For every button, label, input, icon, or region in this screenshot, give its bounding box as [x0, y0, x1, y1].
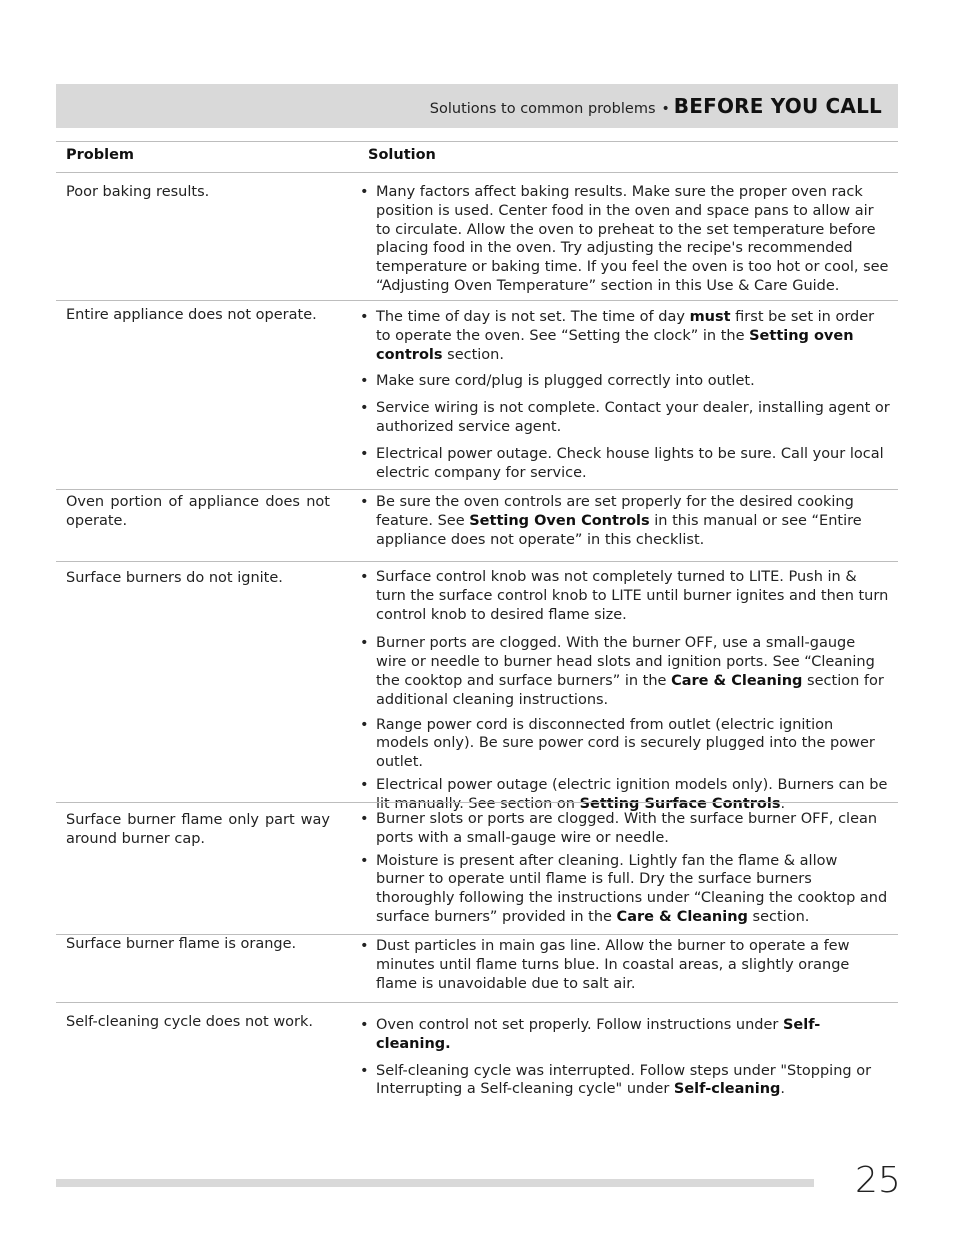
solution-item: [360, 445, 890, 483]
solution-emphasis: Setting Oven Controls: [469, 512, 650, 529]
column-header-solution: Solution: [368, 147, 436, 163]
solution-cell: [360, 937, 890, 993]
solution-item: [360, 634, 890, 709]
solution-cell: [360, 1016, 890, 1099]
solution-text: section.: [747, 908, 810, 925]
solution-list: [360, 1016, 890, 1099]
solution-cell: [360, 183, 890, 296]
solution-list: [360, 308, 890, 482]
solution-emphasis: Self-cleaning.: [376, 1017, 821, 1052]
solution-text: Burner ports are clogged. With the burner OFF, use a small-gauge wire or needle to burner head slots and ignition ports. See “Cleaning the cooktop and surface burners” in the: [376, 635, 875, 689]
solution-item: [360, 308, 890, 364]
solution-text: Range power cord is disconnected from outlet (electric ignition models only). Be sure power cord is securely plugged into the power outlet.: [376, 716, 875, 771]
solution-text: section.: [442, 346, 504, 363]
header-title: BEFORE YOU CALL: [673, 94, 882, 118]
problem-cell: Surface burner flame only part way around burner cap.: [66, 812, 330, 847]
solution-text: Make sure cord/plug is plugged correctly into outlet.: [376, 373, 755, 390]
solution-item: [360, 372, 890, 391]
solution-item: [360, 716, 890, 772]
solution-list: [360, 568, 890, 814]
table-header-rule: [56, 172, 898, 173]
solution-text: Electrical power outage (electric ignition models only). Burners can be lit manually. See section on: [376, 776, 888, 812]
header-subtitle: Solutions to common problems: [429, 101, 656, 117]
header-bullet: •: [661, 101, 670, 117]
solution-emphasis: Setting oven controls: [376, 327, 854, 363]
solution-list: [360, 493, 890, 549]
solution-item: [360, 1016, 890, 1054]
row-divider: [56, 1002, 898, 1003]
solution-item: [360, 810, 890, 848]
header-text: [430, 94, 882, 118]
solution-item: [360, 183, 890, 296]
problem-cell: Surface burner flame is orange.: [66, 936, 297, 952]
solution-text: Service wiring is not complete. Contact your dealer, installing agent or authorized service agent.: [376, 400, 890, 435]
solution-list: [360, 810, 890, 927]
row-divider: [56, 300, 898, 301]
solution-item: [360, 399, 890, 437]
solution-cell: [360, 568, 890, 814]
table-top-rule: [56, 141, 898, 142]
problem-cell: Self-cleaning cycle does not work.: [66, 1014, 314, 1030]
solution-list: [360, 937, 890, 993]
solution-cell: [360, 308, 890, 482]
solution-text: Electrical power outage. Check house lights to be sure. Call your local electric company for service.: [376, 445, 884, 481]
solution-emphasis: Care & Cleaning: [671, 672, 803, 689]
footer-bar: [56, 1179, 814, 1187]
solution-text: .: [780, 795, 786, 812]
solution-text: Surface control knob was not completely turned to LITE. Push in & turn the surface control knob to LITE until burner ignites and then turn control knob to desired flame size.: [376, 569, 889, 623]
solution-emphasis: Setting Surface Controls: [579, 795, 781, 812]
problem-cell: Entire appliance does not operate.: [66, 307, 317, 323]
page-number: 25: [855, 1160, 901, 1201]
row-divider: [56, 489, 898, 490]
solution-item: [360, 937, 890, 993]
solution-text: Dust particles in main gas line. Allow the burner to operate a few minutes until flame turns blue. In coastal areas, a slightly orange flame is unavoidable due to salt air.: [376, 938, 850, 992]
solution-cell: [360, 493, 890, 549]
solution-item: [360, 568, 890, 624]
solution-item: [360, 493, 890, 549]
solution-text: in this manual or see “Entire appliance does not operate” in this checklist.: [376, 512, 862, 548]
solution-text: Oven control not set properly. Follow instructions under: [376, 1017, 783, 1033]
solution-text: first be set in order to operate the oven. See “Setting the clock” in the: [376, 309, 875, 344]
solution-text: Burner slots or ports are clogged. With the surface burner OFF, clean ports with a small-gauge wire or needle.: [376, 811, 878, 846]
solution-text: Be sure the oven controls are set properly for the desired cooking feature. See: [376, 494, 854, 529]
solution-emphasis: Care & Cleaning: [616, 908, 748, 925]
solution-emphasis: must: [689, 309, 731, 325]
header-bar: [56, 84, 898, 128]
solution-list: [360, 183, 890, 296]
solution-item: [360, 776, 890, 814]
solution-text: section for additional cleaning instructions.: [376, 672, 884, 708]
solution-text: .: [780, 1081, 786, 1098]
row-divider: [56, 561, 898, 562]
problem-cell: Poor baking results.: [66, 184, 210, 200]
solution-text: Self-cleaning cycle was interrupted. Follow steps under "Stopping or Interrupting a Self-cleaning cycle" under: [376, 1062, 872, 1098]
column-header-problem: Problem: [66, 147, 135, 163]
solution-cell: [360, 810, 890, 927]
solution-text: The time of day is not set. The time of day: [376, 309, 690, 325]
solution-item: [360, 1062, 890, 1100]
row-divider: [56, 802, 898, 803]
solution-text: Moisture is present after cleaning. Lightly fan the flame & allow burner to operate until flame is full. Dry the surface burners thoroughly following the instructions under “Cleaning the cooktop and surface burners” provided in the: [376, 852, 888, 925]
solution-text: Many factors affect baking results. Make sure the proper oven rack position is used. Center food in the oven and space pans to allow air to circulate. Allow the oven to preheat to the set temperature before placing food in the oven. Try adjusting the recipe's recommended temperature or baking time. If you feel the oven is too hot or cool, see “Adjusting Oven Temperature” section in this Use & Care Guide.: [376, 184, 889, 294]
problem-cell: Oven portion of appliance does not operate.: [66, 494, 330, 529]
solution-item: [360, 852, 890, 927]
problem-cell: Surface burners do not ignite.: [66, 570, 283, 586]
solution-emphasis: Self-cleaning: [673, 1081, 781, 1098]
